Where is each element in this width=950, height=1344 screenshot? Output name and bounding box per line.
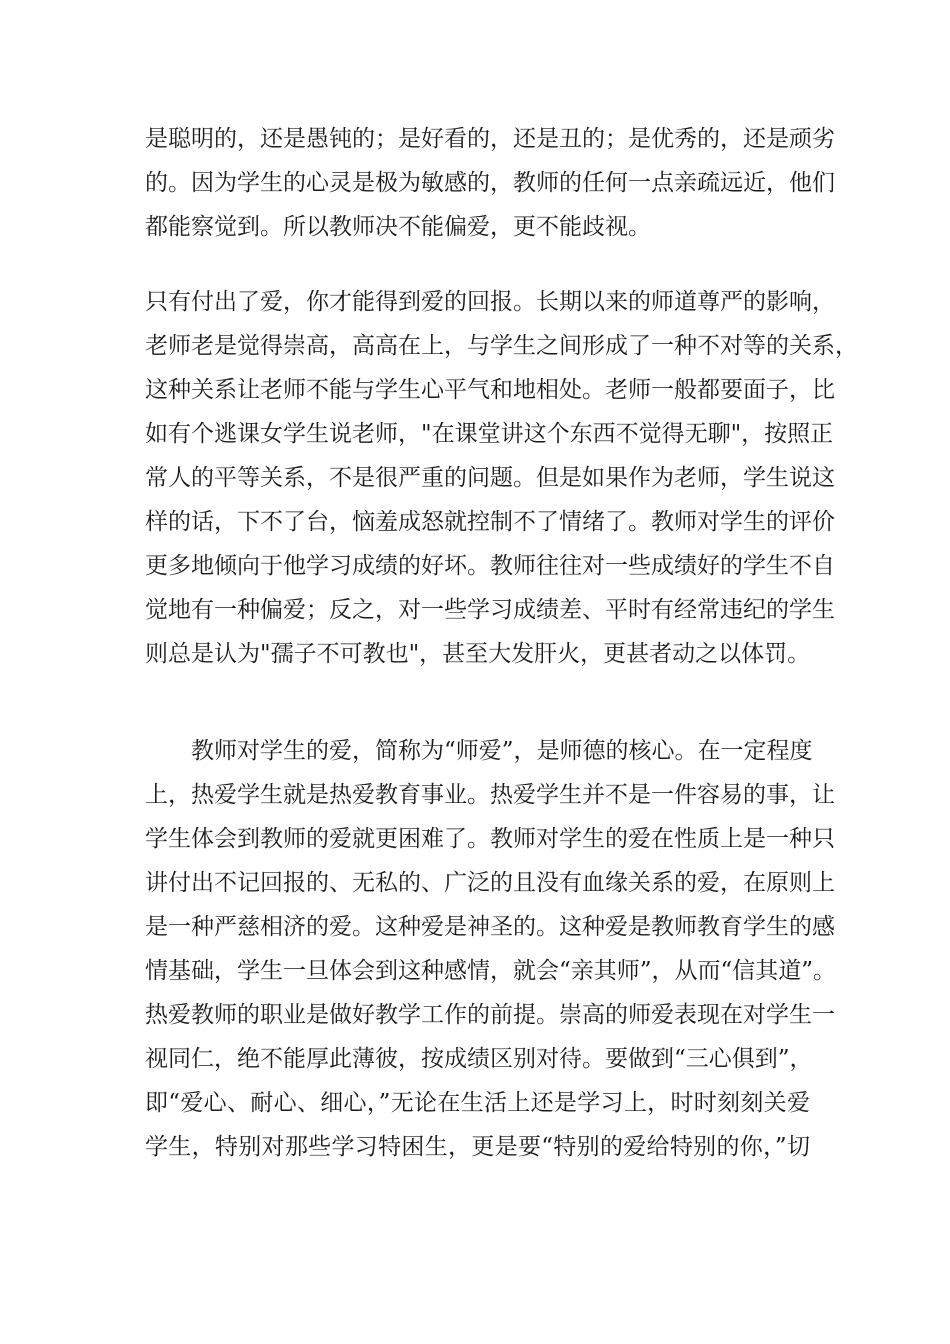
text-line: 情基础，学生一旦体会到这种感情，就会“亲其师”，从而“信其道”。 [145,958,837,984]
text-line: 的。因为学生的心灵是极为敏感的，教师的任何一点亲疏远近，他们 [145,170,835,196]
text-line: 这种关系让老师不能与学生心平气和地相处。老师一般都要面子，比 [145,377,835,403]
text-line: 是一种严慈相济的爱。这种爱是神圣的。这种爱是教师教育学生的感 [145,914,835,940]
text-line: 样的话，下不了台，恼羞成怒就控制不了情绪了。教师对学生的评价 [145,509,835,535]
text-line: 只有付出了爱，你才能得到爱的回报。长期以来的师道尊严的影响， [145,289,835,315]
text-line: 老师老是觉得崇高，高高在上，与学生之间形成了一种不对等的关系， [145,333,858,359]
text-line: 更多地倾向于他学习成绩的好坏。教师往往对一些成绩好的学生不自 [145,553,835,579]
text-line: 则总是认为"孺子不可教也"，甚至大发肝火，更甚者动之以体罚。 [145,641,811,667]
text-line: 觉地有一种偏爱；反之，对一些学习成绩差、平时有经常违纪的学生 [145,597,835,623]
paragraph-1 [145,117,835,249]
paragraph-2 [145,280,858,676]
text-line: 讲付出不记回报的、无私的、广泛的且没有血缘关系的爱，在原则上 [145,870,835,896]
text-line: 教师对学生的爱，简称为“师爱”，是师德的核心。在一定程度 [191,738,813,764]
text-line: 上，热爱学生就是热爱教育事业。热爱学生并不是一件容易的事，让 [145,782,835,808]
text-line: 常人的平等关系，不是很严重的问题。但是如果作为老师，学生说这 [145,465,835,491]
paragraph-3 [145,729,837,1169]
text-line: 是聪明的，还是愚钝的；是好看的，还是丑的；是优秀的，还是顽劣 [145,126,835,152]
text-line: 即“爱心、耐心、细心，”无论在生活上还是学习上，时时刻刻关爱 [145,1090,810,1116]
text-line: 热爱教师的职业是做好教学工作的前提。崇高的师爱表现在对学生一 [145,1002,835,1028]
text-line: 如有个逃课女学生说老师，"在课堂讲这个东西不觉得无聊"，按照正 [145,421,834,447]
text-line: 学生，特别对那些学习特困生，更是要“特别的爱给特别的你，”切 [145,1134,810,1160]
text-line: 视同仁，绝不能厚此薄彼，按成绩区别对待。要做到“三心俱到”， [145,1046,813,1072]
text-line: 都能察觉到。所以教师决不能偏爱，更不能歧视。 [145,214,651,240]
text-line: 学生体会到教师的爱就更困难了。教师对学生的爱在性质上是一种只 [145,826,835,852]
